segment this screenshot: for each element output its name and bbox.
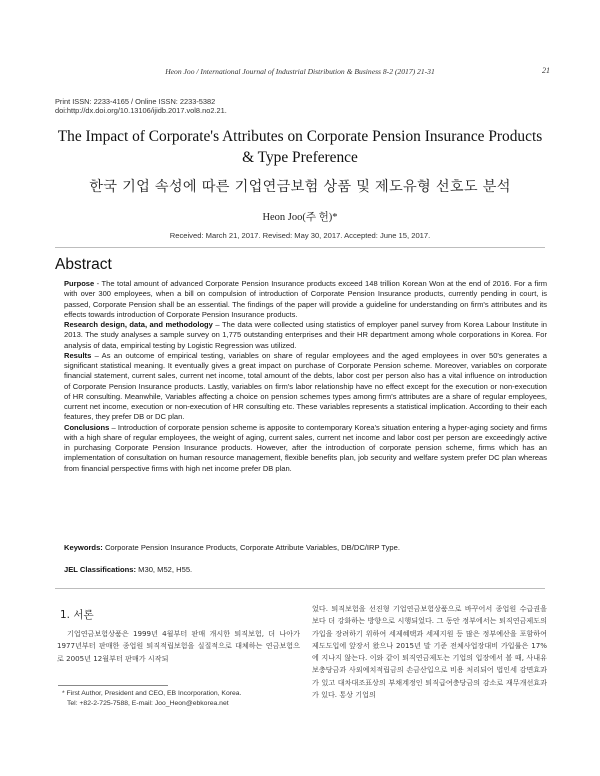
paragraph: 었다. 퇴직보험을 선진형 기업연금보험상품으로 바꾸어서 종업원 수급권을 보다 더 강화하는 방향으로 시행되었다. 그 동안 정부에서는 퇴직연금제도의 가입을 장려하기 위하여 세제혜택과 세제지원 등 많은 정부예산을 포함하여 제도도입에 앞장서 왔으나 2015년 말 기준 전체사업장대비 가입률은 17%에 지나지 않는다. 이와 같이 퇴직연금제도는 기업의 입장에서 볼 때, 사내유보충당금과 사외예치적립금의 손금산입으로 비용 처리되어 법인세 감면효과가 있고 대차대조표상의 부채계정인 퇴직급여충당금의 감소로 재무개선효과가 있다. 통상 기업의	[312, 604, 547, 700]
korean-title: 한국 기업 속성에 따른 기업연금보험 상품 및 제도유형 선호도 분석	[89, 179, 511, 195]
paragraph: 기업연금보험상품은 1999년 4월부터 판매 개시한 퇴직보험, 더 나아가 1977년부터 판매한 종업원 퇴직적립보험을 실질적으로 대체하는 연금보험으로 2005년 12월부터 판매가 시작되	[57, 629, 300, 663]
divider-top	[55, 247, 545, 248]
abstract-results	[64, 351, 547, 423]
conclusions-label: Conclusions	[64, 422, 110, 432]
research-label: Research design, data, and methodology	[64, 320, 213, 329]
abstract-conclusions	[64, 423, 547, 474]
doi-line[interactable]: doi:http://dx.doi.org/10.13106/ijidb.2017.vol8.no2.21.	[55, 106, 227, 116]
conclusions-text: – Introduction of corporate pension scheme is apposite to contemporary Korea's situation entering a hyper-aging society and firms with a high share of regular employees, the weight of aging, current sales, current net income and labor cost per person are exceedingly active in purchasing Corporate Pension Insurance products. However, after the introduction of corporate pension scheme, firms which has an implementation of consultation on human resource management, flexible benefits plan, job security and welfare system prefer DC plan whereas from financial perspective firms with high net income prefer DB plan.	[64, 422, 547, 473]
research-text: – The data were collected using statistics of employer panel survey from Korea Labour Institute in 2013. The study analyses a sample survey on 1,775 outstanding enterprises and their HR department among whole corporations in Korea. For analysis of data, empirical testing by Logistic Regression was utilized.	[64, 320, 547, 350]
received-dates: Received: March 21, 2017. Revised: May 30, 2017. Accepted: June 15, 2017.	[169, 231, 431, 240]
author-name: Heon Joo(주 헌)*	[262, 212, 338, 223]
results-text: – As an outcome of empirical testing, variables on share of regular employees and the aged employees in over 50's generates a significant statistical meaning. It eventually gives a great impact on purchase of Corporate Pension scheme. Moreover, variables on corporate financial statement, current sales, current net income, total amount of the debts, labor cost per person also has a vital influence on introduction of Corporate Pension Insurance products. Lastly, variables on firm's labor relationship have no effect except for the execution or non-execution of HR consulting. Meanwhile, Variables affecting a choice on pension schemes types among firm's attributes are a share of regular employees, current net income, execution or non-execution of HR consulting etc. These variables represents a statistical implication. According to their each features, they prefer DB or DC plan.	[64, 350, 547, 422]
abstract-heading: Abstract	[55, 256, 112, 273]
keywords-label: Keywords:	[64, 543, 103, 552]
jel-label: JEL Classifications:	[64, 565, 137, 574]
purpose-text: - The total amount of advanced Corporate Pension Insurance products exceed 148 trillion Korean Won at the end of 2016. For a firm with over 300 employees, when a bill on compulsion of introduction of Corporate Pension Insurance products, currently pending in court, is passed, Corporate Pension shall be an essential. The findings of the paper will provide a guideline for understanding on firm's attributes and its effects towards introduction of Corporate Pension Insurance products.	[64, 279, 547, 319]
title-line-2: & Type Preference	[242, 149, 358, 166]
footnote-author: * First Author, President and CEO, EB Incorporation, Korea.	[62, 690, 242, 697]
footnote-contact: Tel: +82-2-725-7588, E-mail: Joo_Heon@ebkorea.net	[67, 699, 229, 707]
issn-line: Print ISSN: 2233-4165 / Online ISSN: 2233-5382	[55, 97, 216, 106]
keywords-text: Corporate Pension Insurance Products, Corporate Attribute Variables, DB/DC/IRP Type.	[102, 543, 400, 552]
paper-title	[40, 126, 560, 168]
abstract-body	[64, 279, 547, 474]
body-column-left	[57, 628, 300, 665]
body-column-right	[312, 603, 547, 701]
title-line-1: The Impact of Corporate's Attributes on Corporate Pension Insurance Products	[57, 128, 543, 145]
section-heading: 1. 서론	[60, 609, 94, 621]
running-head: Heon Joo / International Journal of Industrial Distribution & Business 8-2 (2017) 21-31	[165, 67, 435, 76]
jel-text: M30, M52, H55.	[136, 565, 193, 574]
footnote-rule	[58, 685, 168, 686]
abstract-purpose	[64, 279, 547, 320]
keywords	[64, 543, 547, 552]
issn-block	[55, 97, 227, 116]
abstract-research	[64, 320, 547, 351]
footnote	[62, 689, 241, 708]
results-label: Results	[64, 350, 92, 360]
divider-bottom	[55, 588, 545, 589]
jel-classifications	[64, 565, 547, 574]
purpose-label: Purpose	[64, 279, 95, 288]
page-number: 21	[542, 66, 550, 75]
